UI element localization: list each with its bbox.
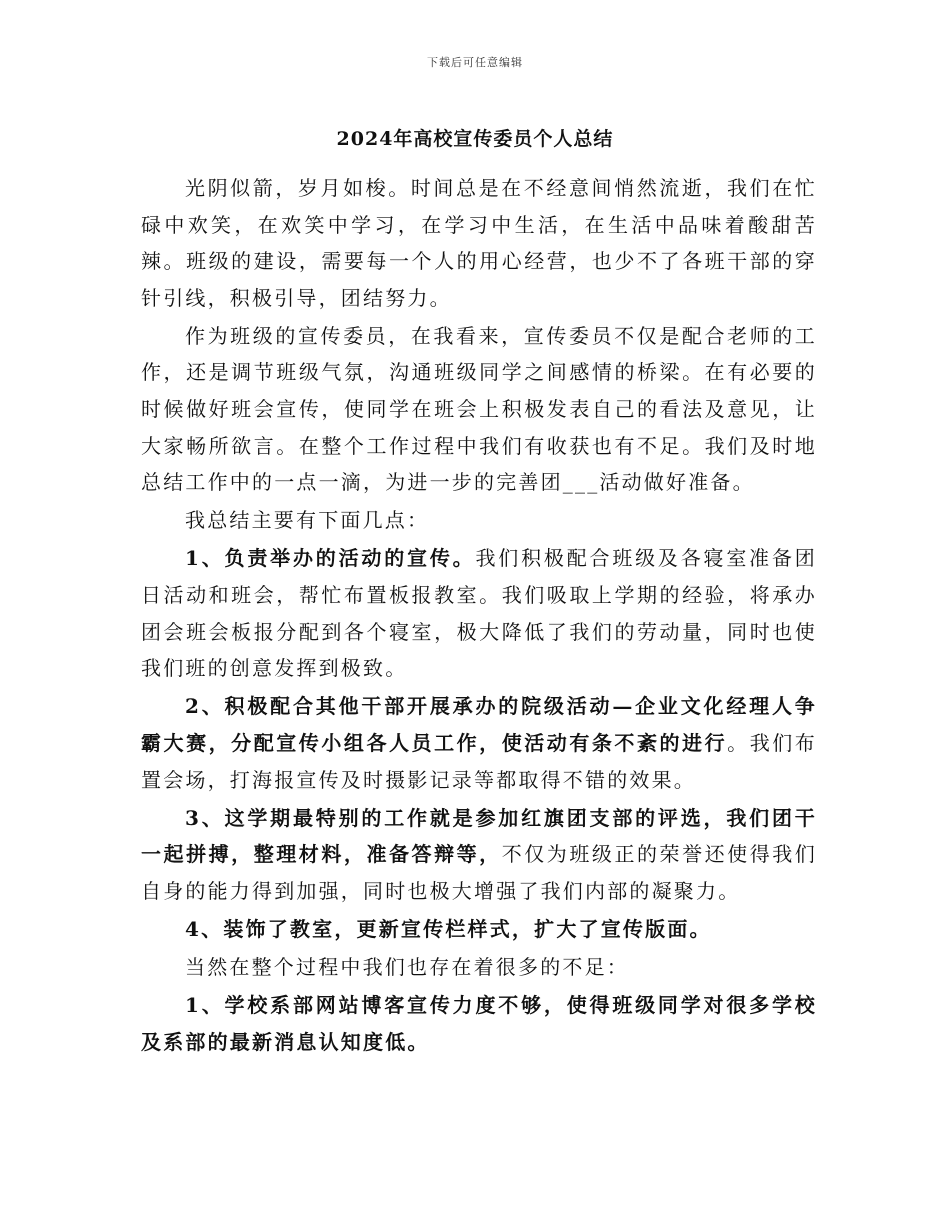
paragraph-point-4: 4、装饰了教室，更新宣传栏样式，扩大了宣传版面。 xyxy=(185,916,712,941)
document-body xyxy=(141,170,817,1062)
point-1-detail: 我们积极配合班级及各寝室准备团日活动和班会，帮忙布置板报教室。我们吸取上学期的经验，将承办团会班会板报分配到各个寝室，极大降低了我们的劳动量，同时也使我们班的创意发挥到极致。 xyxy=(141,546,817,681)
page-header-note: 下载后可任意编辑 xyxy=(427,56,523,69)
point-3-detail: 不仅为班级正的荣誉还使得我们自身的能力得到加强，同时也极大增强了我们内部的凝聚力。 xyxy=(141,842,817,903)
paragraph-shortcomings-lead: 当然在整个过程中我们也存在着很多的不足： xyxy=(185,954,629,979)
paragraph-point-3 xyxy=(141,800,817,910)
paragraph-summary-lead: 我总结主要有下面几点： xyxy=(185,508,430,533)
paragraph-shortcoming-1: 1、学校系部网站博客宣传力度不够，使得班级同学对很多学校及系部的最新消息认知度低。 xyxy=(141,993,817,1054)
paragraph-intro: 光阴似箭，岁月如梭。时间总是在不经意间悄然流逝，我们在忙碌中欢笑，在欢笑中学习，在学习中生活，在生活中品味着酸甜苦辣。班级的建设，需要每一个人的用心经营，也少不了各班干部的穿针引线，积极引导，团结努力。 xyxy=(141,176,817,310)
document-title: 2024年高校宣传委员个人总结 xyxy=(336,128,614,150)
paragraph-point-1 xyxy=(141,540,817,686)
point-3-heading: 3、这学期最特别的工作就是参加红旗团支部的评选，我们团干一起拼搏，整理材料，准备答辩等， xyxy=(141,805,817,867)
point-2-heading: 2、积极配合其他干部开展承办的院级活动—企业文化经理人争霸大赛，分配宣传小组各人员工作，使活动有条不紊的进行 xyxy=(141,694,817,755)
paragraph-point-2 xyxy=(141,688,817,798)
point-1-heading: 1、负责举办的活动的宣传。 xyxy=(185,546,476,571)
paragraph-role: 作为班级的宣传委员，在我看来，宣传委员不仅是配合老师的工作，还是调节班级气氛，沟通班级同学之间感情的桥梁。在有必要的时候做好班会宣传，使同学在班会上积极发表自己的看法及意见，让大家畅所欲言。在整个工作过程中我们有收获也有不足。我们及时地总结工作中的一点一滴，为进一步的完善团___活动做好准备。 xyxy=(141,323,817,495)
point-2-detail: 。我们布置会场，打海报宣传及时摄影记录等都取得不错的效果。 xyxy=(141,730,817,792)
